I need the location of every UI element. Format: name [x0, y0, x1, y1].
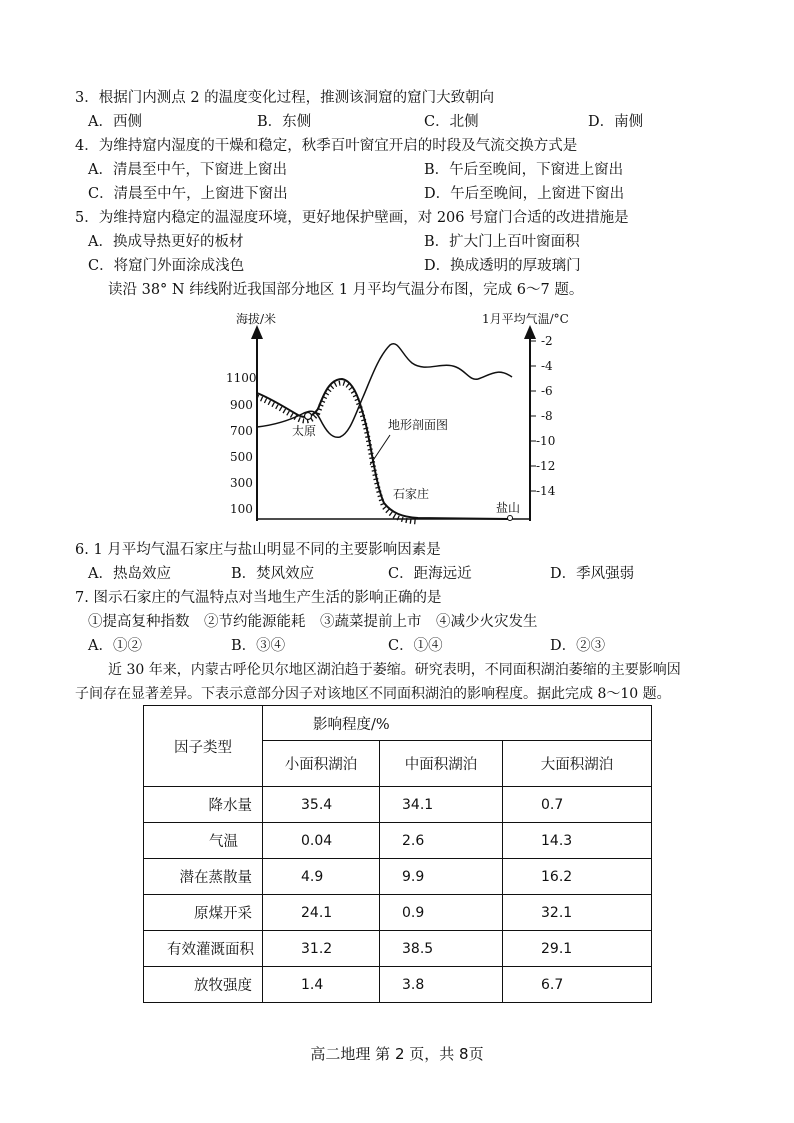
- table-row: [144, 967, 652, 1003]
- question-5-option-b: B．扩大门上百叶窗面积: [424, 234, 580, 250]
- question-7-option-a: A．①②: [88, 638, 142, 654]
- intro-8-10-line-1: 近 30 年来，内蒙古呼伦贝尔地区湖泊趋于萎缩。研究表明，不同面积湖泊萎缩的主要影响因: [108, 662, 681, 678]
- question-7-sub-items: ①提高复种指数 ②节约能源能耗 ③蔬菜提前上市 ④减少火灾发生: [88, 614, 538, 630]
- table-row: [144, 823, 652, 859]
- question-7-stem: 7. 图示石家庄的气温特点对当地生产生活的影响正确的是: [75, 590, 442, 606]
- value-cell: 0.7: [503, 787, 652, 823]
- left-tick-label: 700: [230, 424, 253, 438]
- question-4-option-a: A．清晨至中午，下窗进上窗出: [88, 162, 287, 178]
- place-label-yanshan: 盐山: [496, 501, 521, 515]
- temperature-terrain-chart: [220, 305, 580, 530]
- lake-factor-table: [143, 705, 652, 1003]
- right-tick-label: -8: [541, 409, 553, 423]
- right-tick-label: -6: [541, 384, 553, 398]
- terrain-profile: [257, 379, 510, 519]
- factor-cell: 放牧强度: [144, 967, 263, 1003]
- value-cell: 6.7: [503, 967, 652, 1003]
- question-3-option-c: C．北侧: [424, 114, 479, 130]
- question-3-option-d: D．南侧: [588, 114, 644, 130]
- question-4-option-d: D．午后至晚间，上窗进下窗出: [424, 186, 625, 202]
- question-5-option-d: D．换成透明的厚玻璃门: [424, 258, 581, 274]
- question-3-option-b: B．东侧: [257, 114, 312, 130]
- left-axis-arrow: [251, 325, 263, 339]
- page-footer: 高二地理 第 2 页，共 8页: [310, 1045, 484, 1063]
- question-5-stem: 5．为维持窟内稳定的温湿度环境，更好地保护壁画，对 206 号窟门合适的改进措施是: [75, 210, 629, 226]
- table-row: [144, 787, 652, 823]
- value-cell: 34.1: [380, 787, 503, 823]
- right-ticks: [530, 334, 556, 498]
- value-cell: 14.3: [503, 823, 652, 859]
- factor-cell: 潜在蒸散量: [144, 859, 263, 895]
- question-4-option-c: C．清晨至中午，上窗进下窗出: [88, 186, 288, 202]
- value-cell: 1.4: [263, 967, 380, 1003]
- left-tick-label: 1100: [226, 371, 257, 385]
- right-axis-arrow: [524, 325, 536, 339]
- question-5-option-c: C．将窟门外面涂成浅色: [88, 258, 245, 274]
- taiyuan-marker: [305, 413, 312, 420]
- value-cell: 0.04: [263, 823, 380, 859]
- left-ticks: [226, 371, 257, 516]
- value-cell: 35.4: [263, 787, 380, 823]
- question-7-option-b: B．③④: [231, 638, 286, 654]
- place-label-taiyuan: 太原: [292, 424, 317, 438]
- left-tick-label: 300: [230, 476, 253, 490]
- terrain-hatching: [257, 383, 418, 522]
- value-cell: 3.8: [380, 967, 503, 1003]
- yanshan-marker: [508, 516, 513, 521]
- place-label-shijiazhuang: 石家庄: [393, 487, 430, 501]
- question-6-option-b: B．焚风效应: [231, 566, 315, 582]
- left-tick-label: 100: [230, 502, 253, 516]
- question-4-option-b: B．午后至晚间，下窗进上窗出: [424, 162, 624, 178]
- right-tick-label: -12: [536, 459, 556, 473]
- column-header-medium-lake: 中面积湖泊: [380, 741, 503, 787]
- left-tick-label: 900: [230, 398, 253, 412]
- value-cell: 0.9: [380, 895, 503, 931]
- left-tick-label: 500: [230, 450, 253, 464]
- table-row: [144, 931, 652, 967]
- intro-8-10-line-2: 子间存在显著差异。下表示意部分因子对该地区不同面积湖泊的影响程度。据此完成 8～10 题。: [75, 686, 671, 702]
- factor-type-header: 因子类型: [144, 706, 263, 787]
- question-5-option-a: A．换成导热更好的板材: [88, 234, 244, 250]
- influence-header: 影响程度/%: [263, 706, 652, 741]
- question-6-option-c: C．距海远近: [388, 566, 472, 582]
- right-tick-label: -14: [536, 484, 556, 498]
- factor-cell: 降水量: [144, 787, 263, 823]
- question-6-option-d: D．季风强弱: [550, 566, 635, 582]
- question-7-option-d: D．②③: [550, 638, 606, 654]
- table-row: [144, 895, 652, 931]
- right-axis-label: 1月平均气温/°C: [482, 312, 569, 326]
- right-tick-label: -2: [541, 334, 553, 348]
- value-cell: 16.2: [503, 859, 652, 895]
- intro-6-7: 读沿 38° N 纬线附近我国部分地区 1 月平均气温分布图，完成 6～7 题。: [108, 282, 584, 298]
- factor-cell: 原煤开采: [144, 895, 263, 931]
- value-cell: 29.1: [503, 931, 652, 967]
- profile-label: 地形剖面图: [388, 418, 449, 432]
- question-3-option-a: A．西侧: [88, 114, 142, 130]
- table-row: [144, 859, 652, 895]
- factor-cell: 有效灌溉面积: [144, 931, 263, 967]
- question-6-option-a: A．热岛效应: [88, 566, 171, 582]
- value-cell: 9.9: [380, 859, 503, 895]
- value-cell: 38.5: [380, 931, 503, 967]
- right-tick-label: -4: [541, 359, 553, 373]
- factor-cell: 气温: [144, 823, 263, 859]
- question-6-stem: 6. 1 月平均气温石家庄与盐山明显不同的主要影响因素是: [75, 542, 441, 558]
- question-4-stem: 4．为维持窟内湿度的干燥和稳定，秋季百叶窗宜开启的时段及气流交换方式是: [75, 138, 578, 154]
- question-3-stem: 3．根据门内测点 2 的温度变化过程，推测该洞窟的窟门大致朝向: [75, 90, 495, 106]
- question-7-option-c: C．①④: [388, 638, 443, 654]
- column-header-small-lake: 小面积湖泊: [263, 741, 380, 787]
- right-tick-label: -10: [536, 434, 556, 448]
- value-cell: 32.1: [503, 895, 652, 931]
- left-axis-label: 海拔/米: [236, 312, 277, 326]
- value-cell: 2.6: [380, 823, 503, 859]
- value-cell: 4.9: [263, 859, 380, 895]
- value-cell: 24.1: [263, 895, 380, 931]
- column-header-large-lake: 大面积湖泊: [503, 741, 652, 787]
- profile-leader: [370, 435, 390, 465]
- value-cell: 31.2: [263, 931, 380, 967]
